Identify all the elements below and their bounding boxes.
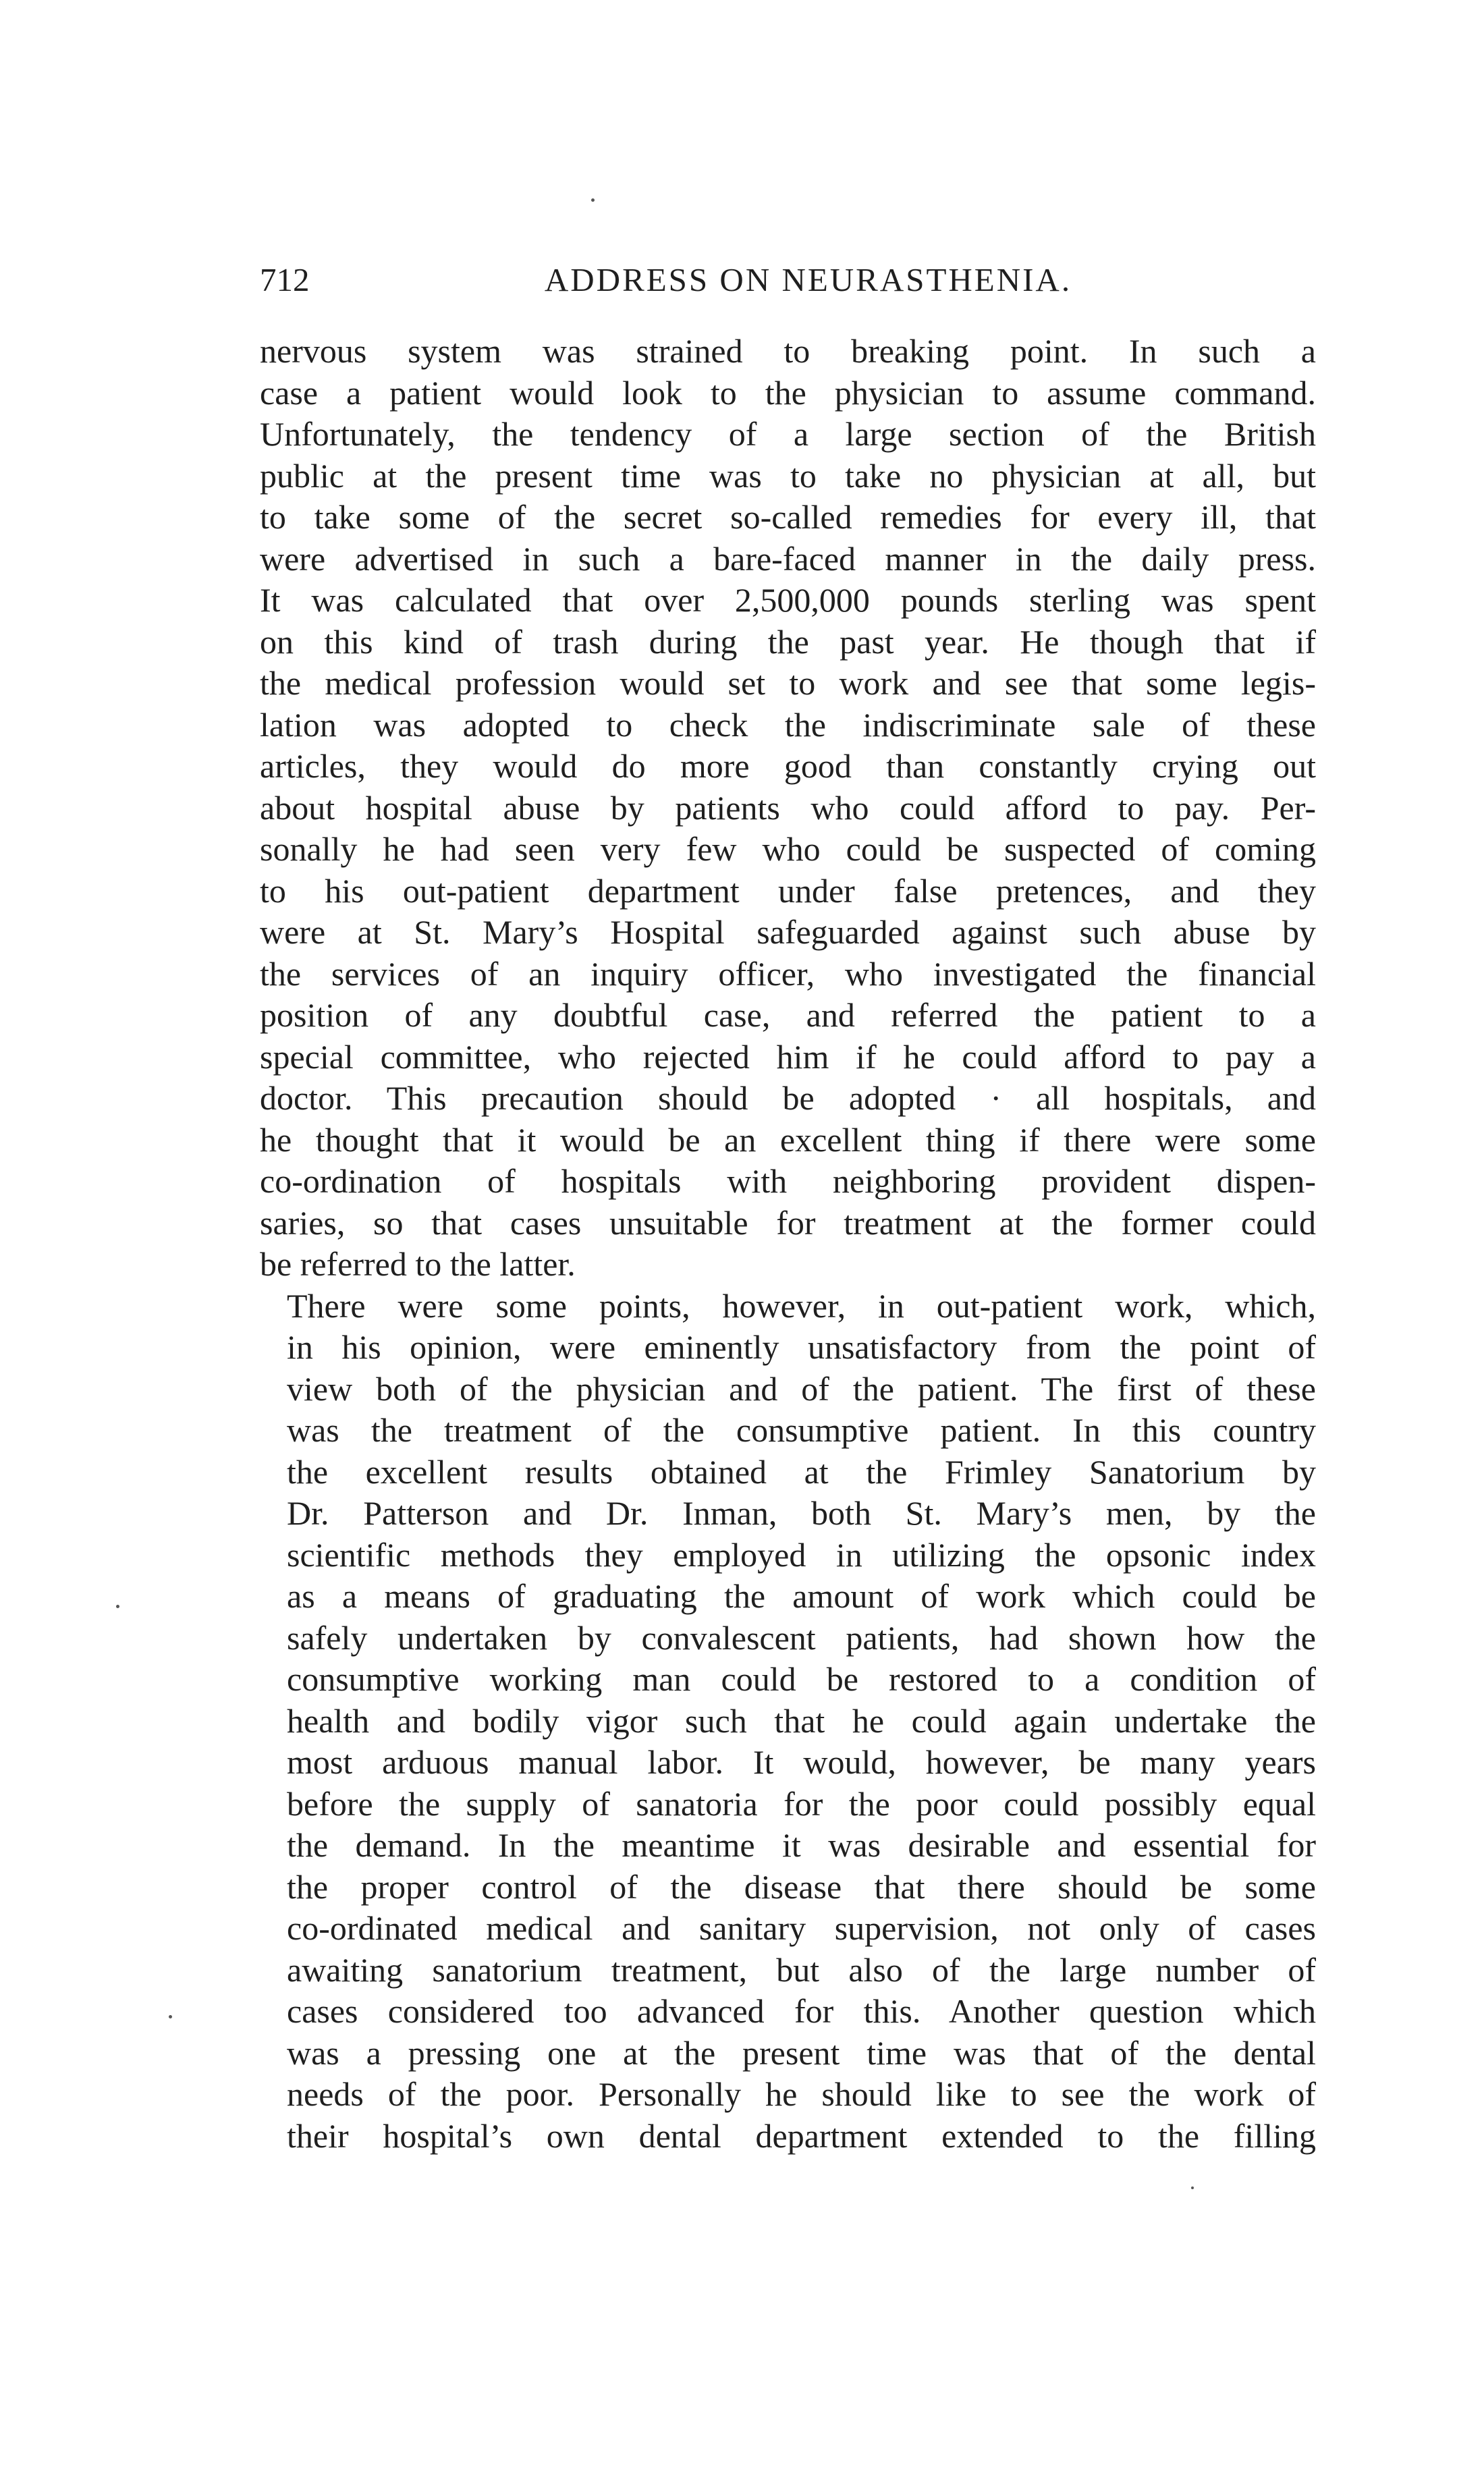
text-line: case a patient would look to the physician to assume command. [260,373,1316,412]
paragraph [260,1286,1316,2157]
page-number: 712 [260,261,310,298]
text-line: their hospital’s own dental department extended to the filling [287,2116,1316,2155]
text-line: the excellent results obtained at the Frimley Sanatorium by [287,1452,1316,1491]
paragraph [260,331,1316,1286]
text-line: scientific methods they employed in utilizing the opsonic index [287,1535,1316,1574]
text-line: Dr. Patterson and Dr. Inman, both St. Mary’s men, by the [287,1494,1316,1532]
text-line: special committee, who rejected him if he could afford to pay a [260,1037,1316,1076]
text-line: before the supply of sanatoria for the poor could possibly equal [287,1784,1316,1823]
text-line: in his opinion, were eminently unsatisfactory from the point of [287,1328,1316,1366]
text-line: as a means of graduating the amount of work which could be [287,1577,1316,1615]
text-line: nervous system was strained to breaking point. In such a [260,332,1316,370]
page-header [260,256,1316,304]
text-line: were at St. Mary’s Hospital safeguarded against such abuse by [260,913,1316,951]
text-line: cases considered too advanced for this. Another question which [287,1992,1316,2030]
text-line: the proper control of the disease that there should be some [287,1867,1316,1906]
text-line: sonally he had seen very few who could be suspected of coming [260,830,1316,868]
text-line: public at the present time was to take no physician at all, but [260,456,1316,495]
text-line: There were some points, however, in out-patient work, which, [287,1286,1316,1325]
running-title: ADDRESS ON NEURASTHENIA. [544,261,1072,298]
text-line: was a pressing one at the present time was that of the dental [287,2033,1316,2072]
text-line: be referred to the latter. [260,1245,576,1283]
text-line: to his out-patient department under false pretences, and they [260,871,1316,910]
text-line: saries, so that cases unsuitable for treatment at the former could [260,1203,1316,1242]
text-line: most arduous manual labor. It would, however, be many years [287,1743,1316,1781]
text-line: he thought that it would be an excellent thing if there were some [260,1120,1316,1159]
text-line: needs of the poor. Personally he should like to see the work of [287,2075,1316,2113]
text-line: the medical profession would set to work and see that some legis- [260,664,1316,702]
ink-speck [169,2015,172,2018]
text-line: doctor. This precaution should be adopted · all hospitals, and [260,1079,1316,1117]
text-line: on this kind of trash during the past year. He though that if [260,622,1316,661]
text-line: Unfortunately, the tendency of a large section of the British [260,415,1316,453]
text-line: health and bodily vigor such that he could again undertake the [287,1701,1316,1740]
text-line: was the treatment of the consumptive patient. In this country [287,1411,1316,1449]
text-line: consumptive working man could be restored to a condition of [287,1660,1316,1698]
text-line: safely undertaken by convalescent patients, had shown how the [287,1618,1316,1657]
text-line: lation was adopted to check the indiscriminate sale of these [260,705,1316,744]
text-line: position of any doubtful case, and referred the patient to a [260,996,1316,1034]
text-line: were advertised in such a bare-faced manner in the daily press. [260,539,1316,578]
text-line: about hospital abuse by patients who could afford to pay. Per- [260,788,1316,827]
ink-speck [116,1605,119,1608]
text-line: view both of the physician and of the patient. The first of these [287,1369,1316,1408]
text-line: the services of an inquiry officer, who investigated the financial [260,954,1316,993]
text-line: articles, they would do more good than constantly crying out [260,747,1316,785]
ink-speck [591,198,595,202]
text-line: co-ordinated medical and sanitary supervision, not only of cases [287,1909,1316,1947]
ink-speck [1191,2186,1194,2189]
text-line: the demand. In the meantime it was desirable and essential for [287,1826,1316,1864]
text-line: It was calculated that over 2,500,000 pounds sterling was spent [260,581,1316,619]
text-line: awaiting sanatorium treatment, but also of the large number of [287,1950,1316,1989]
text-line: to take some of the secret so-called remedies for every ill, that [260,498,1316,536]
body-text [260,331,1316,2157]
text-line: co-ordination of hospitals with neighboring provident dispen- [260,1162,1316,1200]
